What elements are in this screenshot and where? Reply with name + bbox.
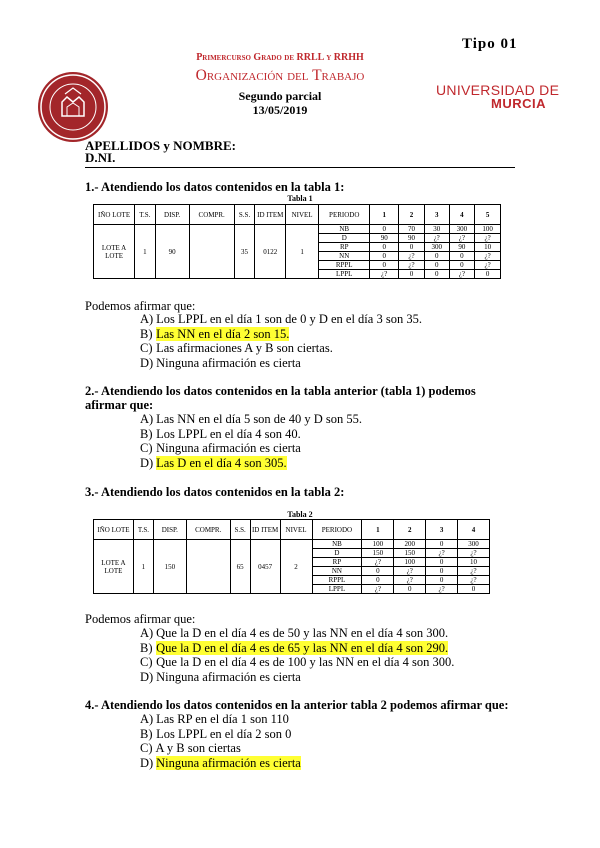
col-header-lote: IÑO LOTE <box>94 205 135 225</box>
table-cell: ¿? <box>399 261 425 270</box>
table-cell: 150 <box>362 549 394 558</box>
table-cell: ¿? <box>458 567 490 576</box>
table-cell: ¿? <box>394 567 426 576</box>
option-text: Las NN en el día 5 son de 40 y D son 55. <box>156 412 362 426</box>
option-c[interactable] <box>140 341 422 356</box>
option-text-highlighted: Ninguna afirmación es cierta <box>156 755 301 770</box>
period-5: 5 <box>475 205 501 225</box>
option-text: Que la D en el día 4 es de 50 y las NN en el día 4 son 300. <box>156 626 449 640</box>
question-3-options <box>140 626 454 684</box>
option-d[interactable] <box>140 456 362 471</box>
table-cell: 10 <box>475 243 501 252</box>
option-letter: C) <box>140 741 153 755</box>
option-letter: D) <box>140 455 154 470</box>
row-label: D <box>319 234 370 243</box>
option-b[interactable] <box>140 727 301 742</box>
question-1-title: 1.- Atendiendo los datos contenidos en la tabla 1: <box>85 180 345 194</box>
option-d[interactable] <box>140 756 301 771</box>
table-cell: 100 <box>362 540 394 549</box>
row-label: RPPL <box>319 261 370 270</box>
exam-date: 13/05/2019 <box>252 103 308 117</box>
table-cell: ¿? <box>449 234 475 243</box>
table-1 <box>93 204 501 279</box>
table-cell: 100 <box>394 558 426 567</box>
table-cell: 0 <box>426 576 458 585</box>
item-cell: 0457 <box>250 540 280 594</box>
option-letter: A) <box>140 312 154 326</box>
nivel-cell: 1 <box>286 225 319 279</box>
exam-name: Segundo parcial <box>238 89 322 103</box>
row-label: RP <box>319 243 370 252</box>
ts-cell: 1 <box>135 225 156 279</box>
row-label: NB <box>312 540 362 549</box>
col-header-ss: S.S. <box>230 520 250 540</box>
period-3: 3 <box>424 205 449 225</box>
row-label: LPPL <box>319 270 370 279</box>
question-3-intro: Podemos afirmar que: <box>85 612 196 626</box>
option-a[interactable] <box>140 412 362 427</box>
option-d[interactable] <box>140 670 454 685</box>
row-label: NN <box>312 567 362 576</box>
option-text-highlighted: Las NN en el día 2 son 15. <box>156 326 290 341</box>
lote-cell: LOTE A LOTE <box>94 540 134 594</box>
table-cell: 0 <box>370 243 399 252</box>
disp-cell: 90 <box>155 225 189 279</box>
university-logo-line1: UNIVERSIDAD DE <box>436 82 560 98</box>
col-header-item: ID ITEM <box>250 520 280 540</box>
option-text-highlighted: Las D en el día 4 son 305. <box>156 455 287 470</box>
table-cell: 0 <box>426 540 458 549</box>
table-cell: ¿? <box>424 234 449 243</box>
table-cell: 0 <box>370 225 399 234</box>
table-cell: ¿? <box>475 234 501 243</box>
option-text-highlighted: Que la D en el día 4 es de 65 y las NN en el día 4 son 290. <box>156 640 449 655</box>
table-cell: 10 <box>458 558 490 567</box>
option-c[interactable] <box>140 741 301 756</box>
table-cell: 300 <box>458 540 490 549</box>
row-label: RP <box>312 558 362 567</box>
question-2-options <box>140 412 362 470</box>
col-header-nivel: NIVEL <box>286 205 319 225</box>
option-text: Los LPPL en el día 1 son de 0 y D en el día 3 son 35. <box>156 312 422 326</box>
table-cell: 0 <box>424 261 449 270</box>
col-header-ss: S.S. <box>234 205 255 225</box>
table-cell: ¿? <box>426 549 458 558</box>
table-cell: 0 <box>394 585 426 594</box>
table-cell: 300 <box>449 225 475 234</box>
table-cell: 200 <box>394 540 426 549</box>
col-header-lote: IÑO LOTE <box>94 520 134 540</box>
table-cell: 0 <box>424 270 449 279</box>
ts-cell: 1 <box>133 540 153 594</box>
option-text: Que la D en el día 4 es de 100 y las NN en el día 4 son 300. <box>156 655 455 669</box>
option-letter: D) <box>140 669 154 684</box>
option-c[interactable] <box>140 441 362 456</box>
nivel-cell: 2 <box>280 540 312 594</box>
row-label: RPPL <box>312 576 362 585</box>
university-logo-line2: MURCIA <box>491 96 546 111</box>
question-2-title: 2.- Atendiendo los datos contenidos en la tabla anterior (tabla 1) podemos afirmar que: <box>85 384 476 412</box>
option-b[interactable] <box>140 327 422 342</box>
option-c[interactable] <box>140 655 454 670</box>
table-cell: ¿? <box>370 270 399 279</box>
option-letter: A) <box>140 712 154 726</box>
option-text: Las RP en el día 1 son 110 <box>156 712 289 726</box>
option-letter: B) <box>140 726 153 741</box>
ss-cell: 35 <box>234 225 255 279</box>
row-label: NB <box>319 225 370 234</box>
disp-cell: 150 <box>153 540 186 594</box>
period-2: 2 <box>399 205 425 225</box>
col-header-periodo: PERIODO <box>312 520 362 540</box>
option-a[interactable] <box>140 312 422 327</box>
option-text: Los LPPL en el día 4 son 40. <box>156 426 301 441</box>
col-header-ts: T.S. <box>135 205 156 225</box>
option-d[interactable] <box>140 356 422 371</box>
table-cell: 150 <box>394 549 426 558</box>
option-text: Los LPPL en el día 2 son 0 <box>156 726 292 741</box>
table-cell: 0 <box>458 585 490 594</box>
exam-type-label: Tipo 01 <box>462 36 518 52</box>
table-cell: ¿? <box>458 549 490 558</box>
option-a[interactable] <box>140 626 454 641</box>
table-cell: ¿? <box>449 270 475 279</box>
compr-cell <box>189 225 234 279</box>
option-text: Ninguna afirmación es cierta <box>156 669 301 684</box>
option-letter: B) <box>140 426 153 441</box>
period-2: 2 <box>394 520 426 540</box>
table-2 <box>93 519 490 594</box>
table-cell: ¿? <box>426 585 458 594</box>
table-cell: 0 <box>399 243 425 252</box>
col-header-disp: DISP. <box>153 520 186 540</box>
table-cell: 0 <box>370 252 399 261</box>
table-cell: 0 <box>362 576 394 585</box>
question-3-title: 3.- Atendiendo los datos contenidos en la tabla 2: <box>85 485 345 499</box>
option-letter: D) <box>140 355 154 370</box>
row-label: D <box>312 549 362 558</box>
table-cell: ¿? <box>475 261 501 270</box>
col-header-disp: DISP. <box>155 205 189 225</box>
col-header-compr: COMPR. <box>186 520 230 540</box>
table-cell: ¿? <box>399 252 425 261</box>
option-text: Ninguna afirmación es cierta <box>156 441 301 455</box>
table-cell: 90 <box>449 243 475 252</box>
option-text: Las afirmaciones A y B son ciertas. <box>156 341 333 355</box>
table-cell: 70 <box>399 225 425 234</box>
table-cell: ¿? <box>394 576 426 585</box>
col-header-nivel: NIVEL <box>280 520 312 540</box>
table-cell: 0 <box>475 270 501 279</box>
option-b[interactable] <box>140 427 362 442</box>
period-1: 1 <box>362 520 394 540</box>
table-cell: 0 <box>399 270 425 279</box>
table-cell: 0 <box>370 261 399 270</box>
table-2-caption: Tabla 2 <box>287 510 313 519</box>
table-cell: 0 <box>362 567 394 576</box>
option-a[interactable] <box>140 712 301 727</box>
table-cell: 0 <box>449 261 475 270</box>
table-cell: 0 <box>426 558 458 567</box>
table-cell: 90 <box>399 234 425 243</box>
option-letter: A) <box>140 412 154 426</box>
table-cell: 100 <box>475 225 501 234</box>
option-letter: B) <box>140 326 153 341</box>
table-cell: 300 <box>424 243 449 252</box>
row-label: NN <box>319 252 370 261</box>
col-header-compr: COMPR. <box>189 205 234 225</box>
table-cell: ¿? <box>458 576 490 585</box>
option-letter: D) <box>140 755 154 770</box>
option-text: A y B son ciertas <box>155 741 241 755</box>
row-label: LPPL <box>312 585 362 594</box>
item-cell: 0122 <box>255 225 286 279</box>
option-letter: C) <box>140 341 153 355</box>
col-header-ts: T.S. <box>133 520 153 540</box>
table-cell: ¿? <box>362 558 394 567</box>
table-cell: 0 <box>424 252 449 261</box>
col-header-periodo: PERIODO <box>319 205 370 225</box>
compr-cell <box>186 540 230 594</box>
period-1: 1 <box>370 205 399 225</box>
col-header-item: ID ITEM <box>255 205 286 225</box>
table-cell: 0 <box>449 252 475 261</box>
lote-cell: LOTE A LOTE <box>94 225 135 279</box>
option-b[interactable] <box>140 641 454 656</box>
option-text: Ninguna afirmación es cierta <box>156 355 301 370</box>
student-name-field: APELLIDOS y NOMBRE: <box>85 138 236 153</box>
course-name: Primercurso Grado de RRLL y RRHH <box>196 52 364 63</box>
table-cell: ¿? <box>475 252 501 261</box>
table-cell: 30 <box>424 225 449 234</box>
option-letter: C) <box>140 655 153 669</box>
question-4-options <box>140 712 301 770</box>
period-4: 4 <box>458 520 490 540</box>
option-letter: B) <box>140 640 153 655</box>
table-cell: ¿? <box>362 585 394 594</box>
ss-cell: 65 <box>230 540 250 594</box>
table-1-caption: Tabla 1 <box>287 194 313 203</box>
period-4: 4 <box>449 205 475 225</box>
table-cell: 0 <box>426 567 458 576</box>
question-4-title: 4.- Atendiendo los datos contenidos en la anterior tabla 2 podemos afirmar que: <box>85 698 509 712</box>
period-3: 3 <box>426 520 458 540</box>
university-seal <box>38 72 108 142</box>
subject-title: Organización del Trabajo <box>195 67 365 84</box>
option-letter: C) <box>140 441 153 455</box>
option-letter: A) <box>140 626 154 640</box>
student-dni-field: D.NI. <box>85 150 515 168</box>
question-1-options <box>140 312 422 370</box>
table-cell: 90 <box>370 234 399 243</box>
question-1-intro: Podemos afirmar que: <box>85 299 196 313</box>
